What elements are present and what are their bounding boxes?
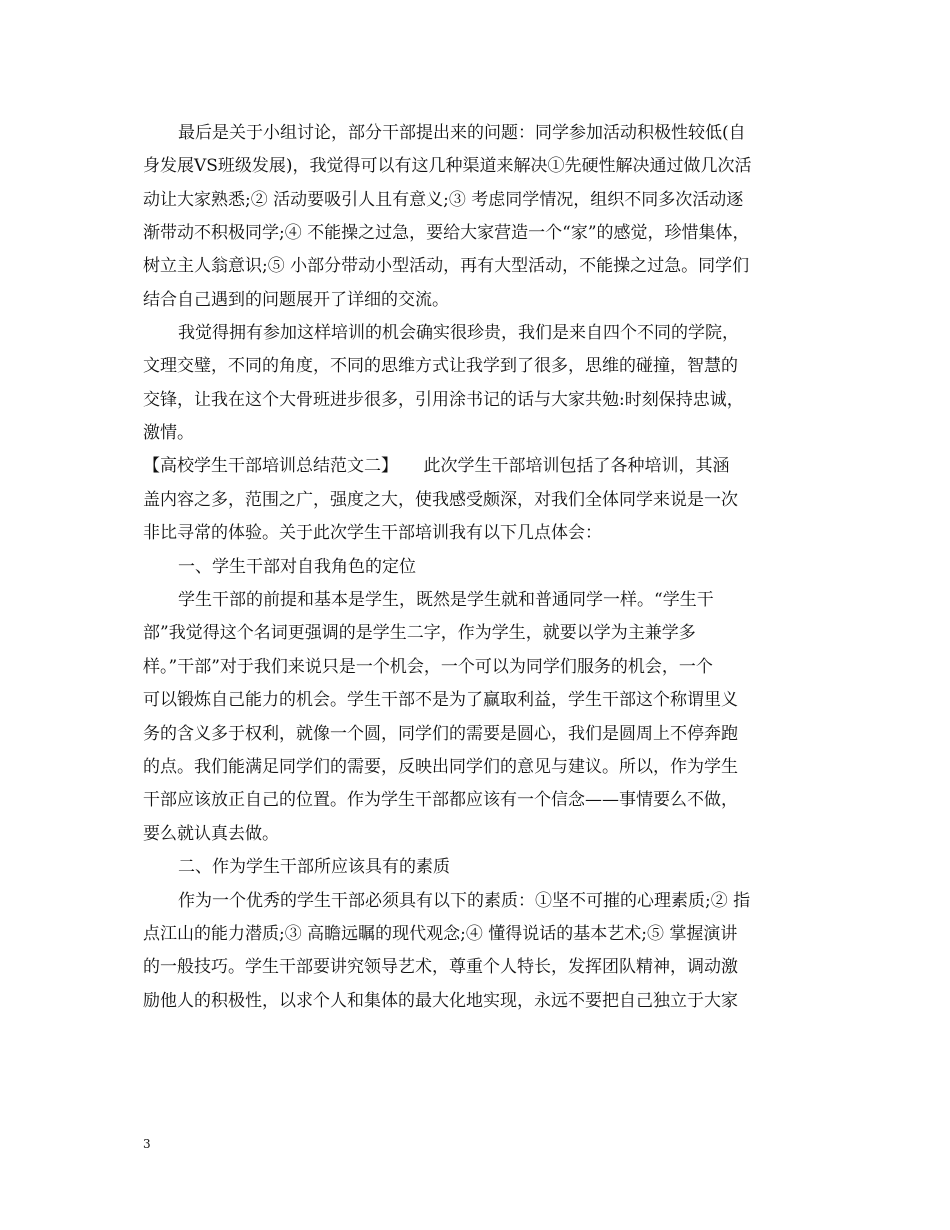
- text-line: 非比寻常的体验。关于此次学生干部培训我有以下几点体会：: [143, 523, 602, 543]
- text-line: 我觉得拥有参加这样培训的机会确实很珍贵，我们是来自四个不同的学院，: [178, 323, 739, 343]
- text-line: 的一般技巧。学生干部要讲究领导艺术，尊重个人特长，发挥团队精神，调动激: [143, 957, 738, 977]
- subheading-line: 二、作为学生干部所应该具有的素质: [178, 857, 450, 877]
- text-line: 交锋，让我在这个大骨班进步很多，引用涂书记的话与大家共勉:时刻保持忠诚，: [143, 390, 744, 410]
- page-number: 3: [143, 1137, 151, 1151]
- text-line: 样。”干部”对于我们来说只是一个机会，一个可以为同学们服务的机会，一个: [143, 657, 713, 677]
- text-line: 学生干部的前提和基本是学生，既然是学生就和普通同学一样。“学生干: [178, 590, 714, 610]
- section-heading-line: 【高校学生干部培训总结范文二】 此次学生干部培训包括了各种培训，其涵: [143, 456, 730, 476]
- text-line: 干部应该放正自己的位置。作为学生干部都应该有一个信念——事情要么不做，: [143, 790, 738, 810]
- text-line: 作为一个优秀的学生干部必须具有以下的素质：①坚不可摧的心理素质;② 指: [178, 891, 751, 911]
- text-line: 树立主人翁意识;⑤ 小部分带动小型活动，再有大型活动，不能操之过急。同学们: [143, 256, 750, 276]
- text-line: 身发展VS班级发展)，我觉得可以有这几种渠道来解决①先硬性解决通过做几次活: [143, 156, 752, 176]
- text-line: 部”我觉得这个名词更强调的是学生二字，作为学生，就要以学为主兼学多: [143, 623, 696, 643]
- text-line: 可以锻炼自己能力的机会。学生干部不是为了赢取利益，学生干部这个称谓里义: [143, 690, 738, 710]
- text-line: 激情。: [143, 423, 194, 443]
- text-line: 结合自己遇到的问题展开了详细的交流。: [143, 290, 449, 310]
- text-line: 渐带动不积极同学;④ 不能操之过急，要给大家营造一个“家”的感觉，珍惜集体，: [143, 223, 750, 243]
- text-line: 的点。我们能满足同学们的需要，反映出同学们的意见与建议。所以，作为学生: [143, 757, 738, 777]
- text-line: 盖内容之多，范围之广，强度之大，使我感受颇深，对我们全体同学来说是一次: [143, 490, 738, 510]
- text-line: 动让大家熟悉;② 活动要吸引人且有意义;③ 考虑同学情况，组织不同多次活动逐: [143, 190, 744, 210]
- text-line: 最后是关于小组讨论，部分干部提出来的问题：同学参加活动积极性较低(自: [178, 123, 746, 143]
- text-line: 务的含义多于权利，就像一个圆，同学们的需要是圆心，我们是圆周上不停奔跑: [143, 724, 738, 744]
- subheading-line: 一、学生干部对自我角色的定位: [178, 557, 416, 577]
- text-line: 点江山的能力潜质;③ 高瞻远瞩的现代观念;④ 懂得说话的基本艺术;⑤ 掌握演讲: [143, 924, 738, 944]
- text-line: 励他人的积极性，以求个人和集体的最大化地实现，永远不要把自己独立于大家: [143, 991, 738, 1011]
- text-line: 文理交璧，不同的角度，不同的思维方式让我学到了很多，思维的碰撞，智慧的: [143, 356, 738, 376]
- text-line: 要么就认真去做。: [143, 824, 279, 844]
